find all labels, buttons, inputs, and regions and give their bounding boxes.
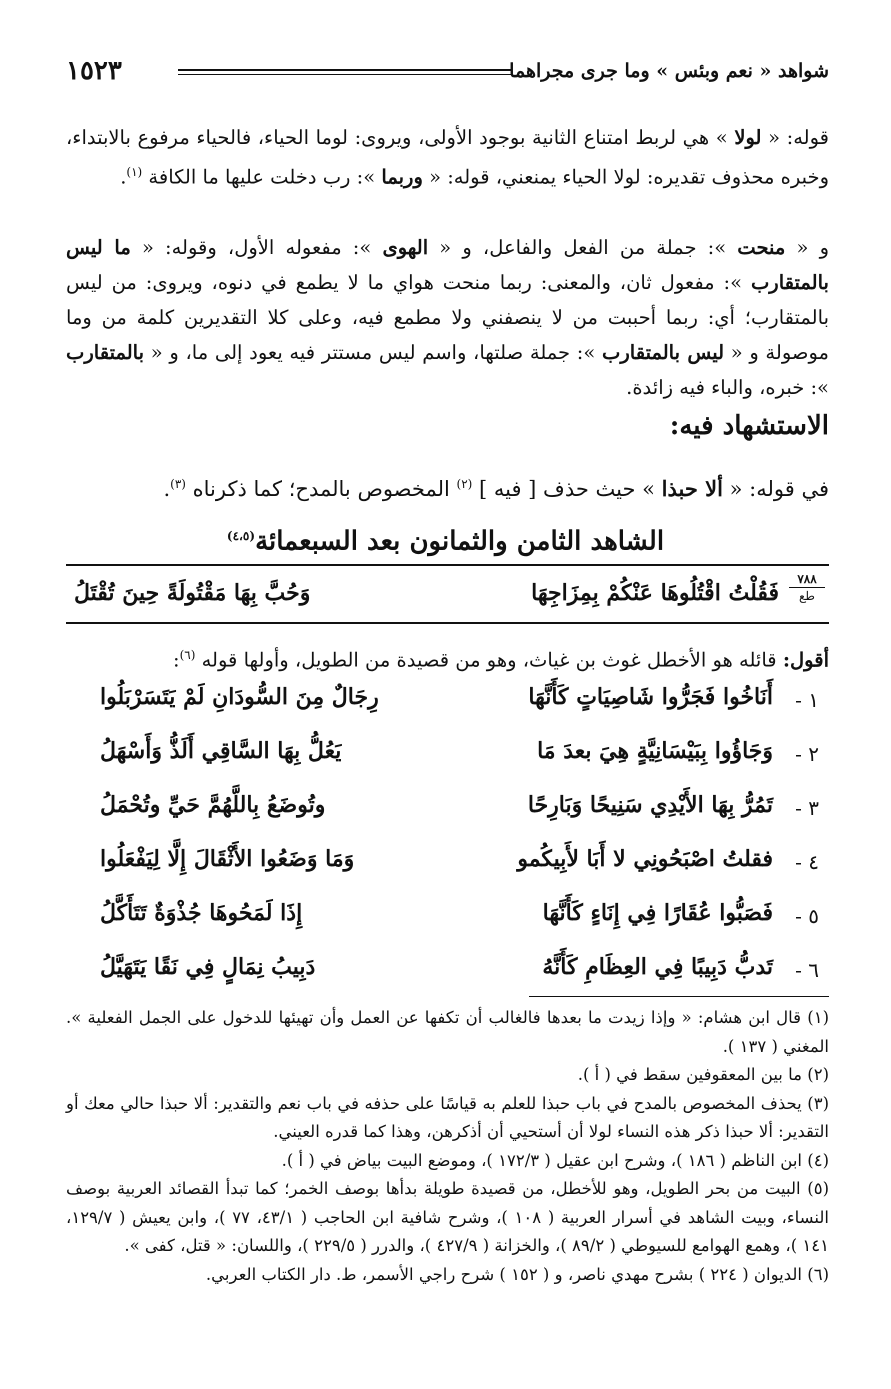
witness-explanation: في قوله: « ألا حبذا » حيث حذف [ فيه ] $^{(٢)}$ المخصوص بالمدح؛ كما ذكرناه $^{(٣)}$. [163,476,829,501]
footnote: (١) قال ابن هشام: « وإذا زيدت ما بعدها فالغالب أن تكفها عن العمل وأن تهيئها للدخول على الجمل الفعلية ». المغني ( ١٣٧ ). [66,1008,829,1056]
poem-lines [100,680,819,1004]
keyword: ألا حبذا [661,476,723,501]
witness-title: الشاهد الثامن والثمانون بعد السبعمائة$^{(٤،٥)}$ [226,526,665,557]
footnote-separator [529,996,829,997]
verse-first-hemistich: فَقُلْتُ اقْتُلُوهَا عَنْكُمْ بِمِزَاجِهَا [531,580,779,606]
commentary-paragraph-1: قوله: « لولا » هي لربط امتناع الثانية بوجود الأولى، ويروى: لوما الحياء، فالحياء مرفوع بالابتداء، وخبره محذوف تقديره: لولا الحياء يمنعني، قوله: « وربما »: رب دخلت عليها ما الكافة $^{(١)}$. [66,126,829,189]
header-rule [178,69,511,75]
footnote: (٥) البيت من بحر الطويل، وهو للأخطل، من قصيدة طويلة بدأها بوصف الخمر؛ كما تبدأ القصائد العربية بوصف النساء، وبيت الشاهد في أسرار العربية ( ١٠٨ )، وشرح شافية ابن الحاجب ( ٤٣/١، ٧٧ )، وابن يعيش ( ١٢٩/٧، ١٤١ )، وهمع الهوامع للسيوطي ( ٨٩/٢ )، والخزانة ( ٤٢٧/٩ )، والدرر ( ٢٢٩/٥ )، واللسان: « قتل، كفى ». [66,1179,829,1255]
footnote-ref: (٣) [170,477,186,491]
keyword: بالمتقارب [66,341,145,364]
footnote-ref: (٤،٥) [226,529,256,543]
running-title: شواهد « نعم وبئس » وما جرى مجراهما [509,60,829,82]
keyword: وربما [381,165,423,189]
keyword: الهوى [382,236,429,259]
keyword: ما ليس بالمتقارب [66,236,829,294]
main-verse-box [66,564,829,624]
poem-line: ١ - أَنَاخُوا فَجَرُّوا شَاصِيَاتٍ كَأَنَّهَا رِجَالٌ مِنَ السُّودَانِ لَمْ يَتَسَرْبَلُوا [100,684,819,712]
footnotes [66,1004,829,1289]
poem-line: ٤ - فقلتُ اصْبَحُونِي لا أَبَا لأَبِيكُمو وَمَا وَضَعُوا الأَثْقَالَ إِلَّا لِيَفْعَلُوا [100,846,819,874]
attribution-line: أقول: قائله هو الأخطل غوث بن غياث، وهو من قصيدة من الطويل، وأولها قوله $^{(٦)}$: [172,648,829,672]
poem-line: ٥ - فَصَبُّوا عُقَارًا فِي إِنَاءٍ كَأَنَّهَا إِذَا لَمَحُوهَا جُذْوَةٌ تَتَأَكَّلُ [100,900,819,928]
commentary-paragraph-2: و « منحت »: جملة من الفعل والفاعل، و « الهوى »: مفعوله الأول، وقوله: « ما ليس بالمتقارب »: مفعول ثان، والمعنى: ربما منحت هواي ما لا يطمع في دنوه، ويروى: من ليس بالمتقارب؛ أي: ربما أحببت من لا ينصفني ولا مطمع فيه، وعلى كلا التقديرين كلمة من وما موصولة و « ليس بالمتقارب »: جملة صلتها، واسم ليس مستتر فيه يعود إلى ما، و « بالمتقارب »: خبره، والباء فيه زائدة. [66,236,829,399]
poem-line: ٢ - وَجَاؤُوا بِبَيْسَانِيَّةٍ هِيَ بعدَ مَا يَعُلُّ بِهَا السَّاقِي أَلَذُّ وَأَسْهَلُ [100,738,819,766]
keyword: لولا [734,126,762,149]
footnote: (٢) ما بين المعقوفين سقط في ( أ ). [577,1065,829,1084]
poem-line: ٣ - تَمُرُّ بِهَا الأَيْدِي سَنِيحًا وَبَارِحًا وتُوضَعُ بِاللَّهُمَّ حَيِّ وتُحْمَلُ [100,792,819,820]
footnote-ref: (٢) [456,477,473,491]
verse-number: ٧٨٨ طع [789,572,825,603]
footnote: (٣) يحذف المخصوص بالمدح في باب حبذا للعلم به قياسًا على حذفه في باب نعم والتقدير: ألا حبذا حالي معك أو التقدير: ألا حبذا ذكر هذه النساء لولا أن أستحيي أن أذكرهن، وهذا كما قدره العيني. [66,1093,829,1141]
page-number: ١٥٢٣ [66,56,122,86]
poem-line: ٦ - تَدبُّ دَبِيبًا فِي العِظَامِ كَأَنَّهُ دَبِيبُ نِمَالٍ فِي نَقًا يَتَهَيَّلُ [100,954,819,982]
keyword: منحت [737,236,786,259]
keyword: أقول: [782,648,829,672]
section-heading: الاستشهاد فيه: [669,411,829,441]
running-header [66,54,829,88]
footnote: (٦) الديوان ( ٢٢٤ ) بشرح مهدي ناصر، و ( ١٥٢ ) شرح راجي الأسمر، ط. دار الكتاب العربي. [205,1264,829,1284]
verse-second-hemistich: وَحُبَّ بِهَا مَقْتُولَةً حِينَ تُقْتَلُ [74,580,311,606]
footnote: (٤) ابن الناظم ( ١٨٦ )، وشرح ابن عقيل ( ١٧٢/٣ )، وموضع البيت بياض في ( أ ). [281,1150,829,1170]
keyword: ليس بالمتقارب [602,341,725,364]
footnote-ref: (٦) [179,648,196,662]
footnote-ref: (١) [126,165,143,179]
